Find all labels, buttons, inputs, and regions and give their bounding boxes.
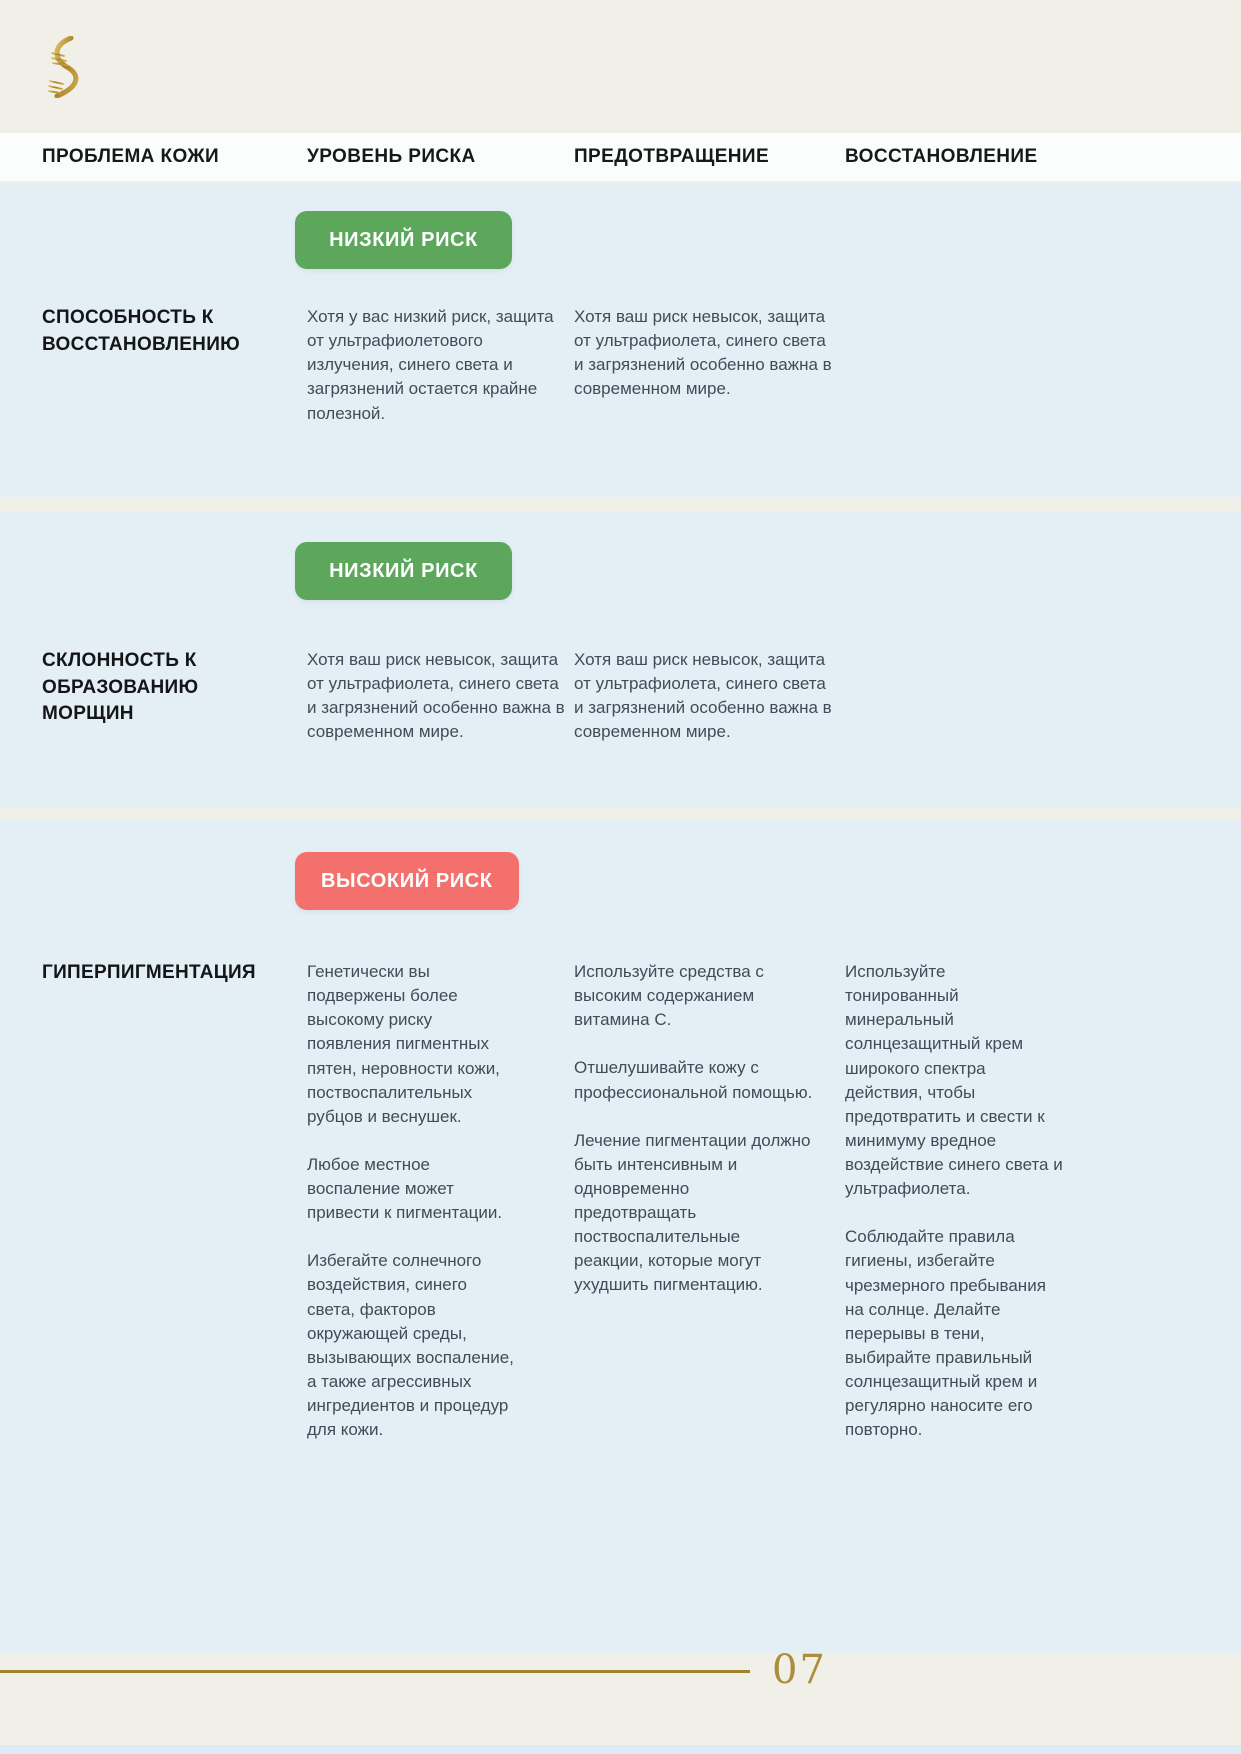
recovery-cell-empty	[845, 648, 1211, 769]
section-content-row	[0, 648, 1241, 769]
column-header-risk-level: УРОВЕНЬ РИСКА	[307, 146, 476, 167]
page-top-margin	[0, 0, 1241, 133]
risk-badge-row	[0, 211, 1241, 269]
risk-badge-low: НИЗКИЙ РИСК	[295, 542, 512, 600]
problem-title: СКЛОННОСТЬ К ОБРАЗОВАНИЮ МОРЩИН	[42, 650, 199, 725]
recovery-paragraph: Используйте тонированный минеральный солнцезащитный крем широкого спектра действия, чтобы предотвратить и свести к минимуму вредное воздействие синего света и ультрафиолета.	[845, 962, 1063, 1199]
recovery-paragraph: Соблюдайте правила гигиены, избегайте чрезмерного пребывания на солнце. Делайте перерывы в тени, выбирайте правильный солнцезащитный крем и регулярно наносите его повторно.	[845, 1227, 1046, 1440]
footer-gold-rule	[0, 1670, 750, 1673]
risk-text-paragraph: Хотя у вас низкий риск, защита от ультрафиолетового излучения, синего света и загрязнений остается крайне полезной.	[307, 307, 554, 423]
recovery-cell	[845, 960, 1211, 1466]
problem-title: ГИПЕРПИГМЕНТАЦИЯ	[42, 962, 256, 983]
bottom-accent-strip	[0, 1745, 1241, 1754]
section-card-hyperpigmentation	[0, 819, 1241, 1653]
section-content-row	[0, 960, 1241, 1466]
risk-badge-row	[0, 852, 1241, 910]
prevention-paragraph: Отшелушивайте кожу с профессиональной помощью.	[574, 1058, 813, 1102]
prevention-cell	[574, 305, 845, 450]
table-header-row	[0, 133, 1241, 181]
page-footer	[0, 1647, 1241, 1715]
risk-text-paragraph: Избегайте солнечного воздействия, синего света, факторов окружающей среды, вызывающих воспаление, а также агрессивных ингредиентов и процедур для кожи.	[307, 1251, 514, 1440]
risk-text-cell	[307, 960, 574, 1466]
dna-helix-logo-icon	[44, 36, 86, 98]
section-card-wrinkle-tendency	[0, 511, 1241, 807]
column-header-prevention: ПРЕДОТВРАЩЕНИЕ	[574, 146, 770, 167]
risk-badge-high: ВЫСОКИЙ РИСК	[295, 852, 519, 910]
prevention-paragraph: Используйте средства с высоким содержанием витамина C.	[574, 962, 764, 1030]
column-header-recovery: ВОССТАНОВЛЕНИЕ	[845, 146, 1038, 167]
section-card-recovery-ability	[0, 183, 1241, 497]
risk-text-paragraph: Любое местное воспаление может привести к пигментации.	[307, 1154, 503, 1223]
risk-badge-row	[0, 542, 1241, 600]
risk-badge-low: НИЗКИЙ РИСК	[295, 211, 512, 269]
prevention-paragraph: Хотя ваш риск невысок, защита от ультрафиолета, синего света и загрязнений особенно важна в современном мире.	[574, 650, 832, 742]
column-header-skin-problem: ПРОБЛЕМА КОЖИ	[42, 146, 220, 167]
recovery-cell-empty	[845, 305, 1211, 450]
section-content-row	[0, 305, 1241, 450]
problem-title: СПОСОБНОСТЬ К ВОССТАНОВЛЕНИЮ	[42, 307, 241, 355]
prevention-paragraph: Лечение пигментации должно быть интенсивным и одновременно предотвращать поствоспалительные реакции, которые могут ухудшить пигментацию.	[574, 1130, 811, 1295]
risk-text-cell	[307, 305, 574, 450]
risk-text-paragraph: Хотя ваш риск невысок, защита от ультрафиолета, синего света и загрязнений особенно важна в современном мире.	[307, 650, 565, 742]
prevention-cell	[574, 960, 845, 1466]
prevention-cell	[574, 648, 845, 769]
risk-text-paragraph: Генетически вы подвержены более высокому риску появления пигментных пятен, неровности кожи, поствоспалительных рубцов и веснушек.	[307, 962, 500, 1126]
prevention-paragraph: Хотя ваш риск невысок, защита от ультрафиолета, синего света и загрязнений особенно важна в современном мире.	[574, 307, 832, 399]
risk-text-cell	[307, 648, 574, 769]
page-number: 07	[772, 1647, 827, 1693]
